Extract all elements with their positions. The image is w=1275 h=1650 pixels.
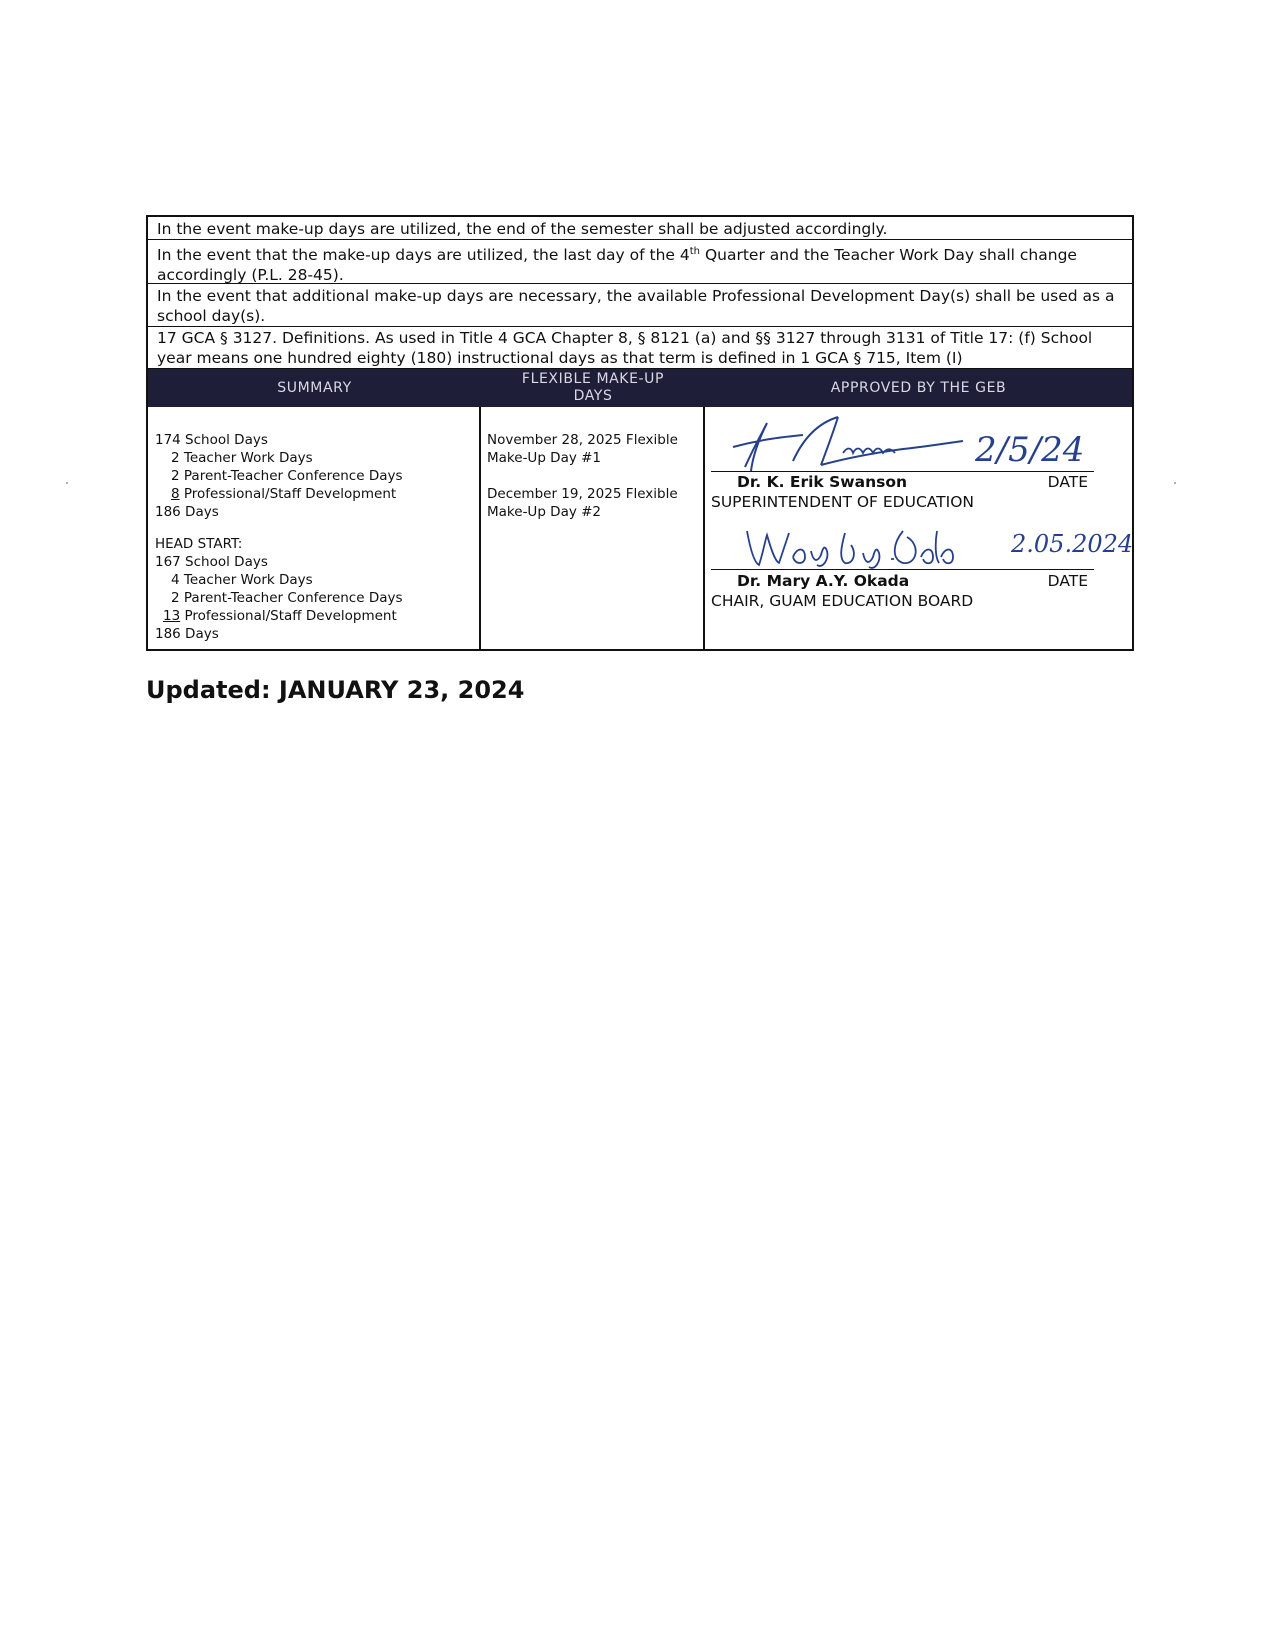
superintendent-title: SUPERINTENDENT OF EDUCATION xyxy=(711,493,975,511)
flex-day2-line2: Make-Up Day #2 xyxy=(487,504,602,520)
summary-total: 186 Days xyxy=(155,504,219,520)
approval-column xyxy=(705,407,1132,649)
summary-school-days: 174 School Days xyxy=(155,432,268,448)
updated-date: Updated: JANUARY 23, 2024 xyxy=(146,676,525,704)
table-body-row xyxy=(148,407,1132,649)
flex-day2-line1: December 19, 2025 Flexible xyxy=(487,486,678,502)
header-flexible-line2: DAYS xyxy=(573,388,613,404)
superintendent-signature xyxy=(723,409,983,479)
summary-teacher-work-days: 2 Teacher Work Days xyxy=(171,450,313,466)
summary-prof-dev-label: Professional/Staff Development xyxy=(179,486,397,502)
head-start-label: HEAD START: xyxy=(155,536,243,552)
flex-day1-line2: Make-Up Day #1 xyxy=(487,450,602,466)
hs-conference-days: 2 Parent-Teacher Conference Days xyxy=(171,590,403,606)
flexible-column xyxy=(481,407,705,649)
chair-signature-date: 2.05.2024 xyxy=(1011,530,1134,558)
superintendent-signature-line xyxy=(711,471,1094,472)
hs-prof-dev-count: 13 xyxy=(163,608,181,624)
note-gca-definition: 17 GCA § 3127. Definitions. As used in Title 4 GCA Chapter 8, § 8121 (a) and §§ 3127 through 3131 of Title 17: (f) School year means one hundred eighty (180) instructional days as that term is defined in 1 GCA § 715, Item (I) xyxy=(148,327,1132,369)
table-header-row xyxy=(148,369,1132,407)
note-quarter-text-b: Quarter and the Teacher Work Day shall change accordingly (P.L. 28-45). xyxy=(157,246,1077,284)
scan-speck xyxy=(1174,482,1176,484)
flex-day1-line1: November 28, 2025 Flexible xyxy=(487,432,678,448)
chair-title: CHAIR, GUAM EDUCATION BOARD xyxy=(711,592,974,610)
chair-signature xyxy=(741,523,971,573)
summary-prof-dev xyxy=(155,485,473,503)
hs-prof-dev-label: Professional/Staff Development xyxy=(180,608,397,624)
hs-school-days: 167 School Days xyxy=(155,554,268,570)
note-semester-adjustment: In the event make-up days are utilized, the end of the semester shall be adjusted accordingly. xyxy=(148,217,1132,240)
scan-speck xyxy=(66,482,68,484)
summary-column xyxy=(148,407,481,649)
note-quarter-text-a: In the event that the make-up days are utilized, the last day of the 4 xyxy=(157,246,690,265)
header-summary: SUMMARY xyxy=(277,380,352,396)
superintendent-name: Dr. K. Erik Swanson xyxy=(737,473,908,491)
summary-prof-dev-count: 8 xyxy=(171,486,180,502)
hs-prof-dev xyxy=(155,607,473,625)
note-professional-development: In the event that additional make-up days are necessary, the available Professional Development Day(s) shall be used as a school day(s). xyxy=(148,284,1132,327)
superintendent-date-label: DATE xyxy=(1047,473,1088,491)
chair-date-label: DATE xyxy=(1047,572,1088,590)
header-flexible-line1: FLEXIBLE MAKE-UP xyxy=(521,371,665,387)
superintendent-signature-date: 2/5/24 xyxy=(975,430,1085,470)
hs-total: 186 Days xyxy=(155,626,219,642)
note-quarter-superscript: th xyxy=(689,246,701,257)
note-quarter-adjustment xyxy=(148,240,1132,284)
hs-teacher-work-days: 4 Teacher Work Days xyxy=(171,572,313,588)
calendar-notes-table xyxy=(146,215,1134,651)
summary-conference-days: 2 Parent-Teacher Conference Days xyxy=(171,468,403,484)
header-approved: APPROVED BY THE GEB xyxy=(830,380,1007,396)
header-flexible-makeup-days xyxy=(481,369,705,407)
chair-name: Dr. Mary A.Y. Okada xyxy=(737,572,910,590)
chair-signature-line xyxy=(711,569,1094,570)
